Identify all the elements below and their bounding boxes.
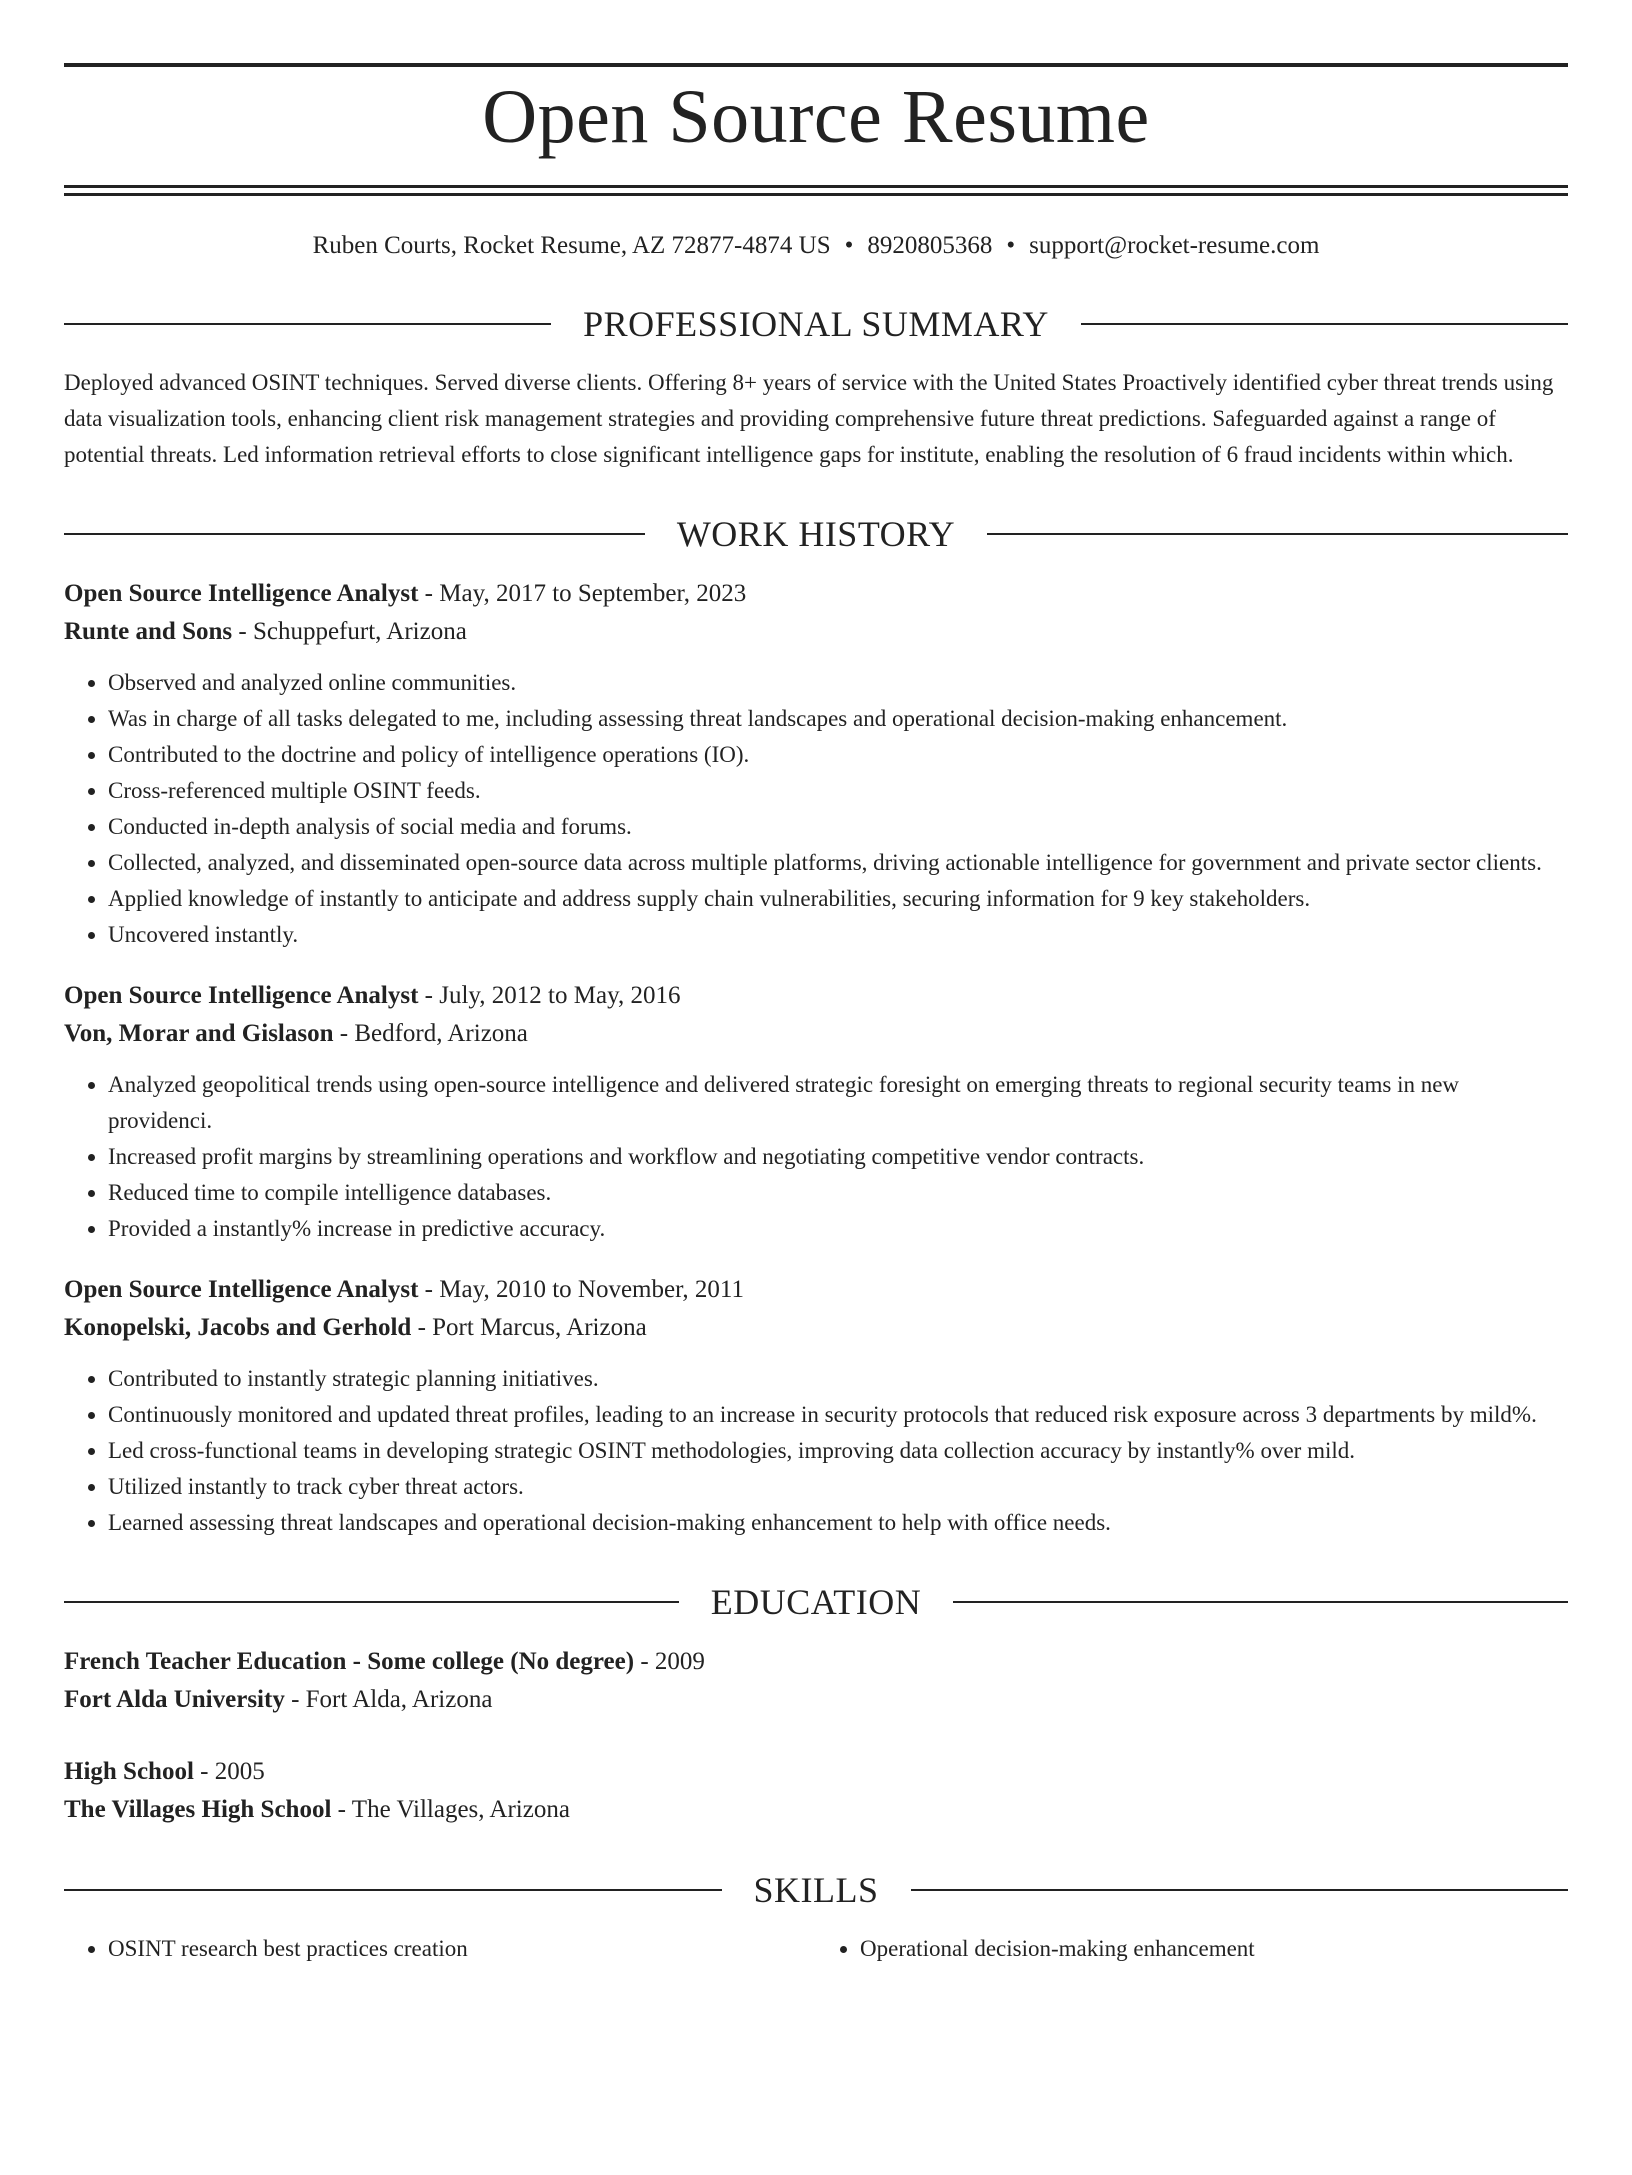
education-school-line bbox=[64, 1681, 1568, 1719]
job-location: - Schuppefurt, Arizona bbox=[232, 618, 467, 645]
divider-line bbox=[953, 1601, 1568, 1603]
divider-line bbox=[1081, 323, 1568, 325]
job-entry bbox=[64, 977, 1568, 1247]
job-company-line bbox=[64, 613, 1568, 651]
skills-column-left bbox=[64, 1931, 816, 1967]
job-company-line bbox=[64, 1015, 1568, 1053]
list-item: • Applied knowledge of instantly to anticipate and address supply chain vulnerabilities, securing information for 9 key stakeholders. bbox=[108, 881, 1568, 917]
list-item: • Operational decision-making enhancement bbox=[860, 1931, 1568, 1967]
job-dates: - July, 2012 to May, 2016 bbox=[418, 982, 681, 1009]
list-item: • Observed and analyzed online communities. bbox=[108, 665, 1568, 701]
list-item: • Analyzed geopolitical trends using open-source intelligence and delivered strategic foresight on emerging threats to regional security teams in new providenci. bbox=[108, 1067, 1568, 1139]
list-item: • Uncovered instantly. bbox=[108, 917, 1568, 953]
divider-line bbox=[64, 533, 645, 535]
job-company: Von, Morar and Gislason bbox=[64, 1020, 334, 1047]
education-entry bbox=[64, 1753, 1568, 1829]
section-heading-summary bbox=[64, 303, 1568, 345]
education-year: - 2009 bbox=[634, 1648, 705, 1675]
contact-email: support@rocket-resume.com bbox=[1029, 232, 1320, 259]
divider-line bbox=[64, 323, 551, 325]
divider-line bbox=[64, 1601, 679, 1603]
job-title: Open Source Intelligence Analyst bbox=[64, 1276, 419, 1303]
list-item: • Provided a instantly% increase in predictive accuracy. bbox=[108, 1211, 1568, 1247]
job-title-line bbox=[64, 977, 1568, 1015]
section-title: PROFESSIONAL SUMMARY bbox=[583, 304, 1049, 344]
education-school-line bbox=[64, 1791, 1568, 1829]
list-item: • Contributed to instantly strategic planning initiatives. bbox=[108, 1361, 1568, 1397]
header-double-rule bbox=[64, 185, 1568, 196]
section-heading-work bbox=[64, 513, 1568, 555]
job-bullets bbox=[64, 1067, 1568, 1247]
contact-separator: • bbox=[844, 232, 854, 259]
section-title: SKILLS bbox=[753, 1870, 879, 1910]
job-dates: - May, 2017 to September, 2023 bbox=[418, 580, 747, 607]
summary-text: Deployed advanced OSINT techniques. Served diverse clients. Offering 8+ years of service with the United States Proactively identified cyber threat trends using data visualization tools, enhancing client risk management strategies and providing comprehensive future threat predictions. Safeguarded against a range of potential threats. Led information retrieval efforts to close significant intelligence gaps for institute, enabling the resolution of 6 fraud incidents within which. bbox=[64, 370, 1554, 467]
education-degree: High School bbox=[64, 1758, 194, 1785]
job-title: Open Source Intelligence Analyst bbox=[64, 580, 419, 607]
job-entry bbox=[64, 575, 1568, 953]
list-item: • Contributed to the doctrine and policy of intelligence operations (IO). bbox=[108, 737, 1568, 773]
list-item: • Learned assessing threat landscapes and operational decision-making enhancement to help with office needs. bbox=[108, 1505, 1568, 1541]
education-school: The Villages High School bbox=[64, 1796, 332, 1823]
list-item: • Collected, analyzed, and disseminated open-source data across multiple platforms, driving actionable intelligence for government and private sector clients. bbox=[108, 845, 1568, 881]
job-dates: - May, 2010 to November, 2011 bbox=[418, 1276, 744, 1303]
education-degree-line bbox=[64, 1753, 1568, 1791]
section-heading-skills bbox=[64, 1869, 1568, 1911]
list-item: • Conducted in-depth analysis of social media and forums. bbox=[108, 809, 1568, 845]
education-entry bbox=[64, 1643, 1568, 1719]
skills-column-right bbox=[816, 1931, 1568, 1967]
list-item: • Was in charge of all tasks delegated to me, including assessing threat landscapes and operational decision-making enhancement. bbox=[108, 701, 1568, 737]
resume-page bbox=[0, 63, 1632, 2175]
education-degree-line bbox=[64, 1643, 1568, 1681]
divider-line bbox=[64, 1889, 722, 1891]
contact-phone: 8920805368 bbox=[867, 232, 993, 259]
top-rule bbox=[64, 63, 1568, 67]
list-item: • Increased profit margins by streamlining operations and workflow and negotiating competitive vendor contracts. bbox=[108, 1139, 1568, 1175]
divider-line bbox=[987, 533, 1568, 535]
list-item: • Continuously monitored and updated threat profiles, leading to an increase in security protocols that reduced risk exposure across 3 departments by mild%. bbox=[108, 1397, 1568, 1433]
job-company-line bbox=[64, 1309, 1568, 1347]
job-company: Runte and Sons bbox=[64, 618, 233, 645]
job-title-line bbox=[64, 1271, 1568, 1309]
job-title: Open Source Intelligence Analyst bbox=[64, 982, 419, 1009]
list-item: • Led cross-functional teams in developing strategic OSINT methodologies, improving data collection accuracy by instantly% over mild. bbox=[108, 1433, 1568, 1469]
education-school: Fort Alda University bbox=[64, 1686, 285, 1713]
section-title: WORK HISTORY bbox=[676, 514, 956, 554]
job-title-line bbox=[64, 575, 1568, 613]
job-entry bbox=[64, 1271, 1568, 1541]
job-location: - Port Marcus, Arizona bbox=[411, 1314, 647, 1341]
list-item: • Utilized instantly to track cyber threat actors. bbox=[108, 1469, 1568, 1505]
education-year: - 2005 bbox=[193, 1758, 265, 1785]
job-bullets bbox=[64, 665, 1568, 953]
education-location: - The Villages, Arizona bbox=[331, 1796, 570, 1823]
list-item: • OSINT research best practices creation bbox=[108, 1931, 816, 1967]
section-title: EDUCATION bbox=[710, 1582, 922, 1622]
job-bullets bbox=[64, 1361, 1568, 1541]
divider-line bbox=[911, 1889, 1569, 1891]
job-location: - Bedford, Arizona bbox=[333, 1020, 528, 1047]
resume-name: Open Source Resume bbox=[482, 75, 1150, 159]
contact-address: Ruben Courts, Rocket Resume, AZ 72877-4874 US bbox=[312, 232, 831, 259]
job-company: Konopelski, Jacobs and Gerhold bbox=[64, 1314, 412, 1341]
education-location: - Fort Alda, Arizona bbox=[284, 1686, 493, 1713]
list-item: • Cross-referenced multiple OSINT feeds. bbox=[108, 773, 1568, 809]
list-item: • Reduced time to compile intelligence databases. bbox=[108, 1175, 1568, 1211]
contact-line bbox=[64, 229, 1568, 263]
skills-grid bbox=[64, 1931, 1568, 1967]
education-degree: French Teacher Education - Some college (No degree) bbox=[64, 1648, 635, 1675]
section-heading-education bbox=[64, 1581, 1568, 1623]
contact-separator: • bbox=[1006, 232, 1016, 259]
